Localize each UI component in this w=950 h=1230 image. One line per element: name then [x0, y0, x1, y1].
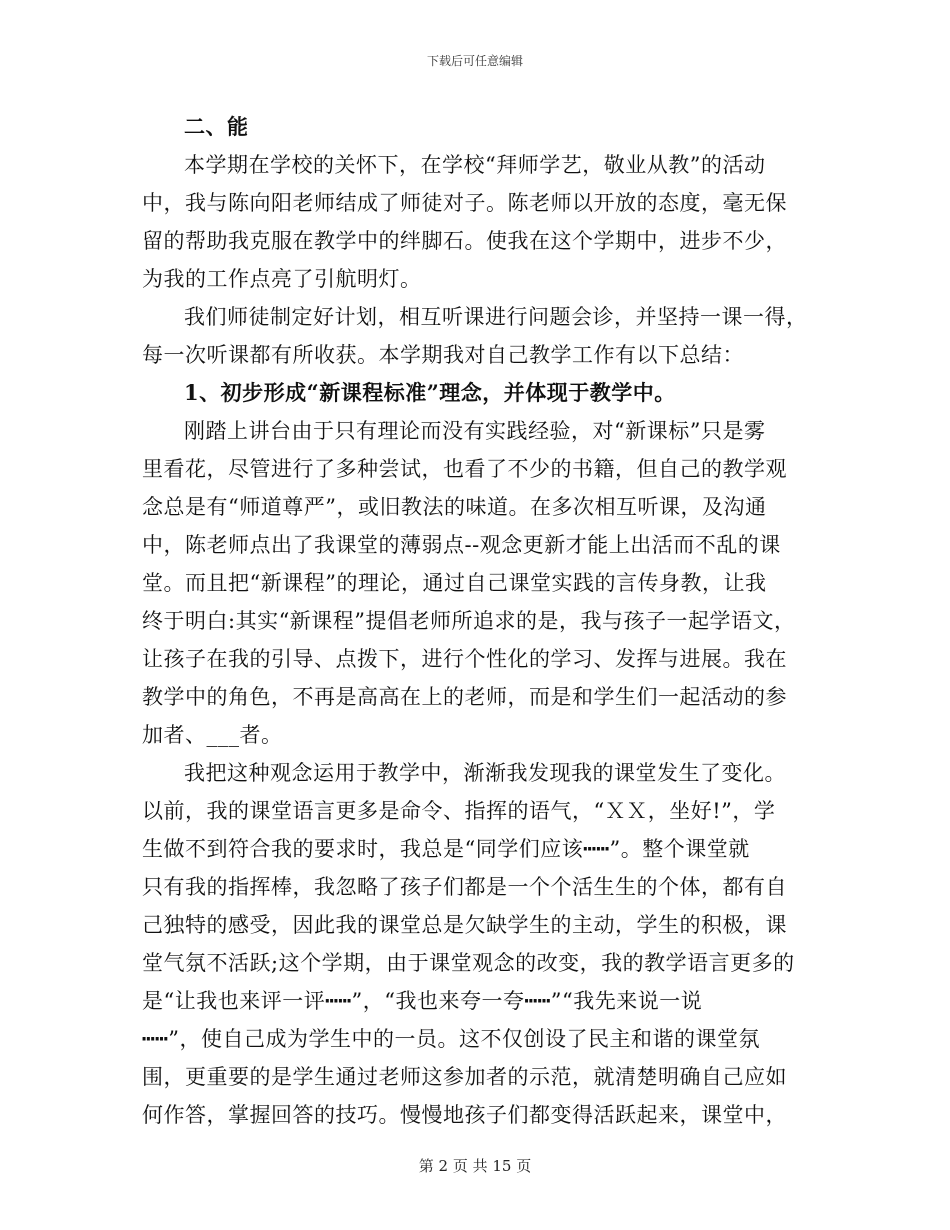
paragraph-line: ┅┅”，使自己成为学生中的一员。这不仅创设了民主和谐的课堂氛 — [142, 1027, 761, 1051]
paragraph-line: 每一次听课都有所收获。本学期我对自己教学工作有以下总结： — [142, 343, 744, 367]
paragraph-line: 围，更重要的是学生通过老师这参加者的示范，就清楚明确自己应如 — [142, 1065, 787, 1089]
paragraph-line: 己独特的感受，因此我的课堂总是欠缺学生的主动，学生的积极，课 — [142, 913, 787, 937]
page-number-footer: 第 2 页 共 15 页 — [418, 1157, 532, 1175]
paragraph-line: 以前，我的课堂语言更多是命令、指挥的语气，“ＸＸ，坐好!”，学 — [142, 799, 776, 823]
paragraph-line: 中，我与陈向阳老师结成了师徒对子。陈老师以开放的态度，毫无保 — [142, 191, 787, 215]
page-header-note: 下载后可任意编辑 — [426, 54, 523, 68]
paragraph-line: 生做不到符合我的要求时，我总是“同学们应该┅┅”。整个课堂就 — [142, 837, 750, 861]
subsection-heading: 1、初步形成“新课程标准”理念，并体现于教学中。 — [184, 380, 676, 405]
paragraph-line: 加者、___者。 — [142, 723, 283, 747]
paragraph-line: 留的帮助我克服在教学中的绊脚石。使我在这个学期中，进步不少， — [142, 229, 787, 253]
paragraph-line: 本学期在学校的关怀下，在学校“拜师学艺，敬业从教”的活动 — [184, 153, 766, 177]
paragraph-line: 终于明白:其实“新课程”提倡老师所追求的是，我与孩子一起学语文， — [142, 609, 796, 633]
paragraph-line: 堂。而且把“新课程”的理论，通过自己课堂实践的言传身教，让我 — [142, 571, 767, 595]
paragraph-line: 里看花，尽管进行了多种尝试，也看了不少的书籍，但自己的教学观 — [142, 457, 787, 481]
paragraph-line: 我把这种观念运用于教学中，渐渐我发现我的课堂发生了变化。 — [184, 761, 786, 785]
paragraph-line: 刚踏上讲台由于只有理论而没有实践经验，对“新课标”只是雾 — [184, 419, 766, 443]
paragraph-line: 念总是有“师道尊严”，或旧教法的味道。在多次相互听课，及沟通 — [142, 495, 767, 519]
section-heading: 二、能 — [184, 114, 249, 139]
paragraph-line: 只有我的指挥棒，我忽略了孩子们都是一个个活生生的个体，都有自 — [142, 875, 787, 899]
document-body — [142, 108, 814, 1134]
paragraph-line: 我们师徒制定好计划，相互听课进行问题会诊，并坚持一课一得， — [184, 305, 808, 329]
paragraph-line: 何作答，掌握回答的技巧。慢慢地孩子们都变得活跃起来，课堂中， — [142, 1103, 787, 1127]
paragraph-line: 教学中的角色，不再是高高在上的老师，而是和学生们一起活动的参 — [142, 685, 787, 709]
paragraph-line: 堂气氛不活跃;这个学期，由于课堂观念的改变，我的教学语言更多的 — [142, 951, 795, 975]
paragraph-line: 为我的工作点亮了引航明灯。 — [142, 267, 422, 291]
paragraph-line: 中，陈老师点出了我课堂的薄弱点--观念更新才能上出活而不乱的课 — [142, 533, 781, 557]
paragraph-line: 是“让我也来评一评┅┅”，“我也来夸一夸┅┅”“我先来说一说 — [142, 989, 703, 1013]
paragraph-line: 让孩子在我的引导、点拨下，进行个性化的学习、发挥与进展。我在 — [142, 647, 787, 671]
